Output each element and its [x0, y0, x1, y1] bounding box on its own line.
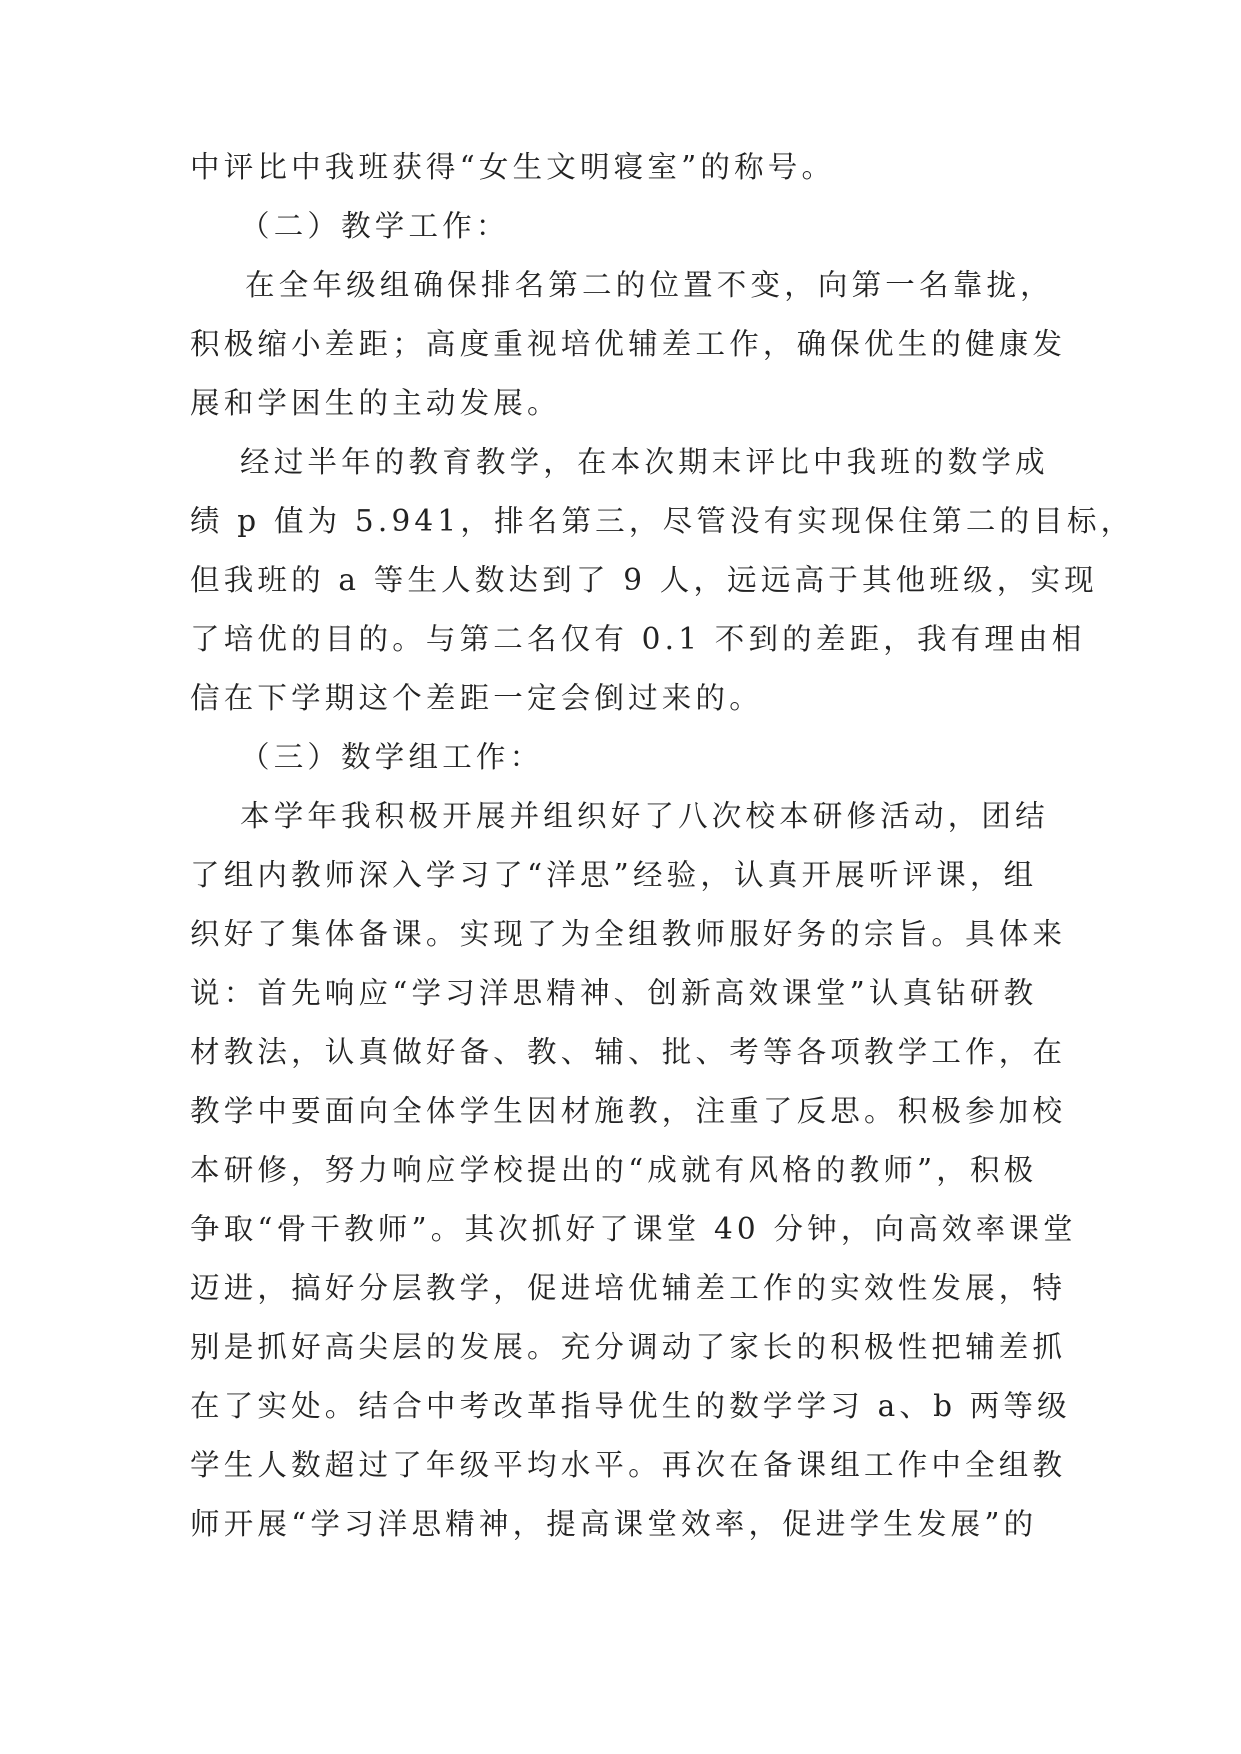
text-line: 中评比中我班获得“女生文明寝室”的称号。	[190, 150, 836, 184]
text-line: 信在下学期这个差距一定会倒过来的。	[190, 681, 763, 715]
text-line: 说：首先响应“学习洋思精神、创新高效课堂”认真钻研教	[190, 976, 1038, 1010]
text-line: 绩 p 值为 5.941，排名第三，尽管没有实现保住第二的目标，	[190, 504, 1135, 538]
text-line: 了组内教师深入学习了“洋思”经验，认真开展听评课，组	[190, 858, 1038, 892]
text-line: 材教法，认真做好备、教、辅、批、考等各项教学工作，在	[190, 1035, 1067, 1069]
text-line: 织好了集体备课。实现了为全组教师服好务的宗旨。具体来	[190, 917, 1067, 951]
text-line: 在全年级组确保排名第二的位置不变，向第一名靠拢，	[245, 268, 1054, 302]
text-line: 师开展“学习洋思精神，提高课堂效率，促进学生发展”的	[190, 1507, 1038, 1541]
text-line: 但我班的 a 等生人数达到了 9 人，远远高于其他班级，实现	[190, 563, 1098, 597]
text-line: 在了实处。结合中考改革指导优生的数学学习 a、b 两等级	[190, 1389, 1071, 1423]
text-line: 教学中要面向全体学生因材施教，注重了反思。积极参加校	[190, 1094, 1067, 1128]
text-line: 本学年我积极开展并组织好了八次校本研修活动，团结	[240, 799, 1049, 833]
text-line: 争取“骨干教师”。其次抓好了课堂 40 分钟，向高效率课堂	[190, 1212, 1077, 1246]
text-line: 展和学困生的主动发展。	[190, 386, 561, 420]
text-line: 积极缩小差距；高度重视培优辅差工作，确保优生的健康发	[190, 327, 1067, 361]
section-heading: （二）教学工作：	[240, 209, 510, 243]
text-line: 学生人数超过了年级平均水平。再次在备课组工作中全组教	[190, 1448, 1067, 1482]
section-heading: （三）数学组工作：	[240, 740, 544, 774]
text-line: 别是抓好高尖层的发展。充分调动了家长的积极性把辅差抓	[190, 1330, 1067, 1364]
text-line: 本研修，努力响应学校提出的“成就有风格的教师”，积极	[190, 1153, 1038, 1187]
text-line: 迈进，搞好分层教学，促进培优辅差工作的实效性发展，特	[190, 1271, 1067, 1305]
text-line: 经过半年的教育教学，在本次期末评比中我班的数学成	[240, 445, 1049, 479]
text-line: 了培优的目的。与第二名仅有 0.1 不到的差距，我有理由相	[190, 622, 1086, 656]
